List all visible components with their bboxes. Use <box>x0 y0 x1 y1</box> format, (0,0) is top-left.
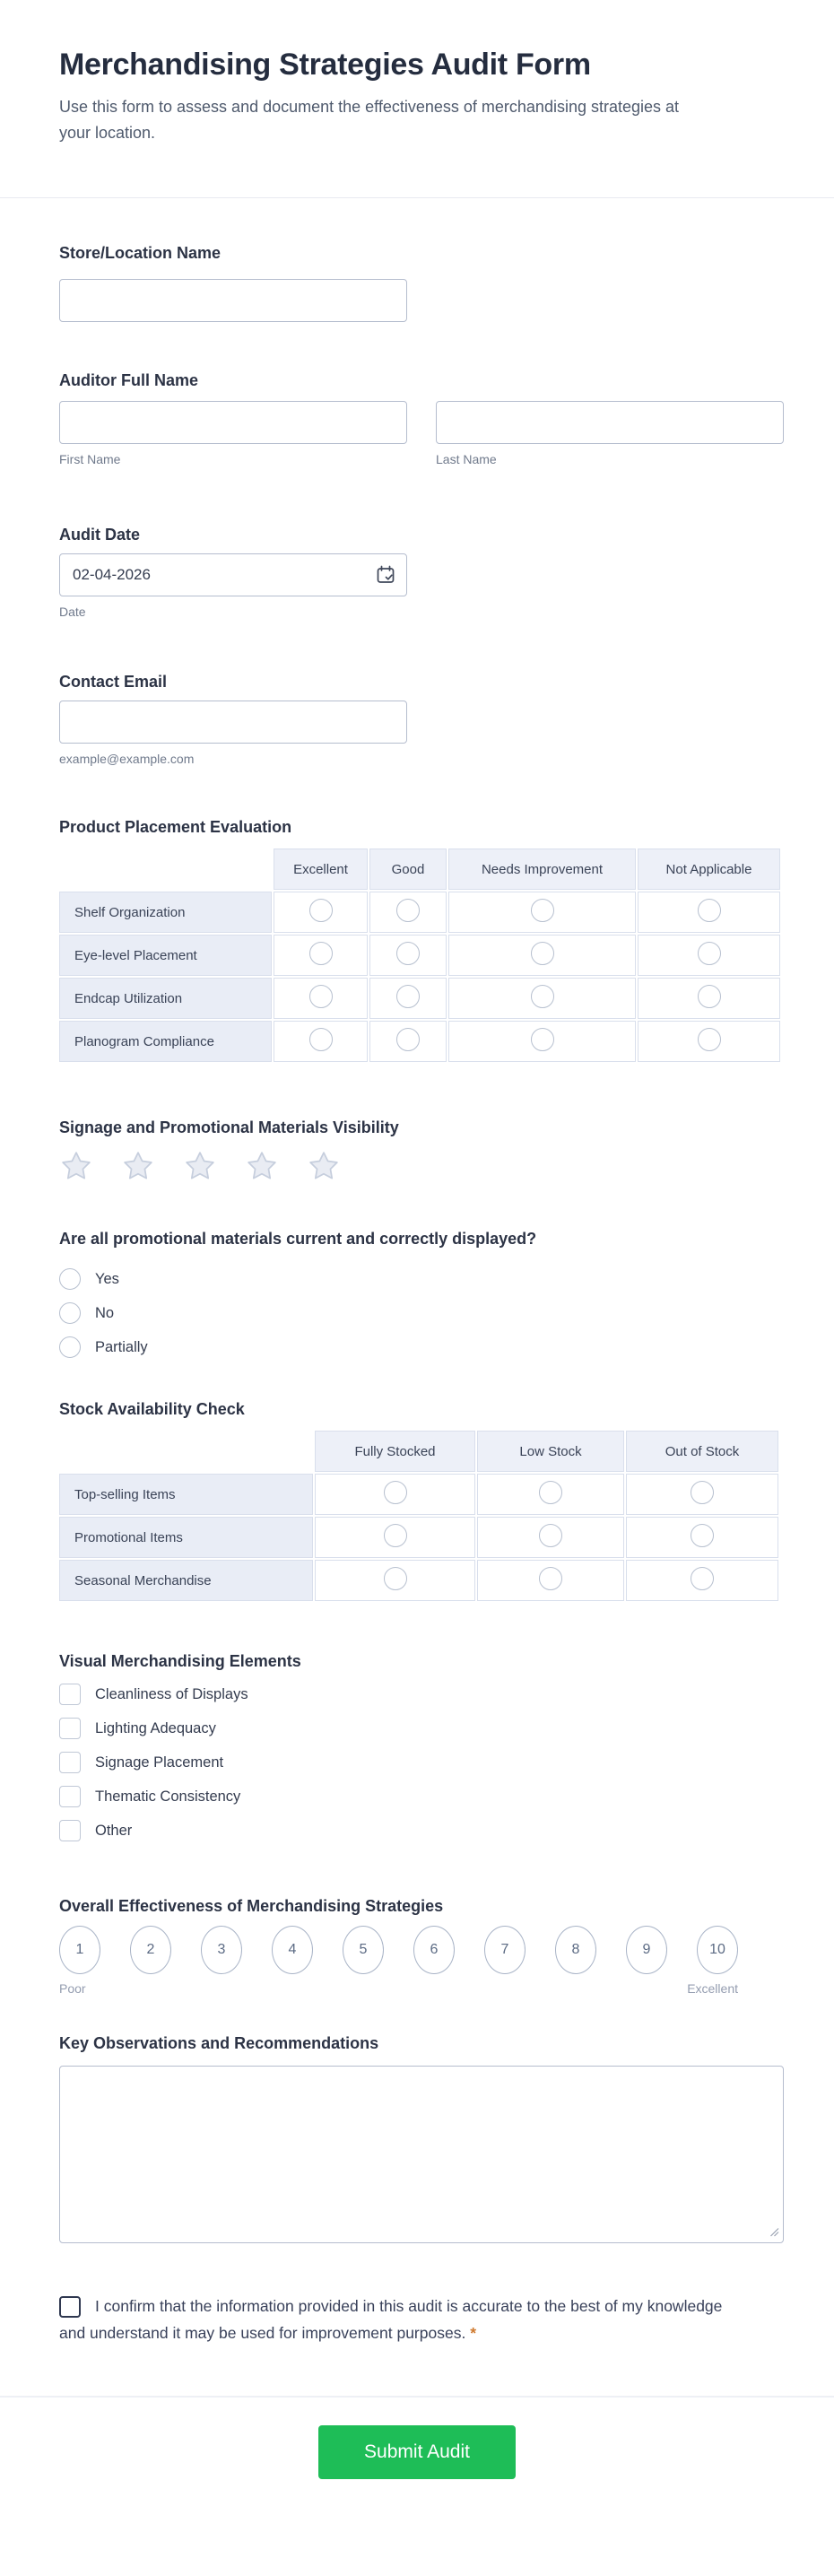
radio-button[interactable] <box>59 1268 81 1290</box>
audit-date-sublabel: Date <box>59 605 86 619</box>
matrix-cell <box>274 892 368 933</box>
last-name-column <box>436 401 784 467</box>
question-product-placement <box>59 816 784 1064</box>
matrix-header-row <box>59 1431 778 1472</box>
checkbox[interactable] <box>59 1786 81 1807</box>
star-rating <box>59 1147 784 1185</box>
scale-caption-excellent: Excellent <box>687 1981 738 1996</box>
submit-button[interactable]: Submit Audit <box>318 2425 516 2479</box>
radio-option[interactable] <box>59 1330 784 1364</box>
matrix-cell <box>638 1021 780 1062</box>
contact-email-input[interactable] <box>59 701 407 744</box>
checkbox-option[interactable] <box>59 1745 784 1780</box>
matrix-header-row <box>59 849 780 890</box>
matrix-column-header: Good <box>369 849 447 890</box>
matrix-column-header: Needs Improvement <box>448 849 636 890</box>
store-name-input[interactable] <box>59 279 407 322</box>
calendar-check-icon[interactable] <box>375 564 396 586</box>
star-icon[interactable] <box>183 1147 217 1185</box>
checkbox-option-label: Cleanliness of Displays <box>95 1685 248 1702</box>
form-body <box>0 242 834 2346</box>
scale-captions <box>59 1981 738 1996</box>
checkbox-option[interactable] <box>59 1677 784 1711</box>
radio-option-label: Partially <box>95 1338 148 1355</box>
matrix-radio-button[interactable] <box>384 1567 407 1590</box>
key-observations-textarea[interactable] <box>59 2066 784 2243</box>
question-signage-rating <box>59 1117 784 1185</box>
matrix-cell <box>274 978 368 1019</box>
form-footer <box>0 2398 834 2479</box>
checkbox[interactable] <box>59 1684 81 1705</box>
matrix-table <box>57 847 782 1064</box>
matrix-radio-button[interactable] <box>691 1524 714 1547</box>
matrix-column-header: Not Applicable <box>638 849 780 890</box>
matrix-radio-button[interactable] <box>539 1481 562 1504</box>
last-name-sublabel: Last Name <box>436 452 497 466</box>
matrix-corner-cell <box>59 1431 313 1472</box>
confirmation-checkbox[interactable] <box>59 2296 81 2318</box>
matrix-row-label: Promotional Items <box>59 1517 313 1558</box>
matrix-column-header: Low Stock <box>477 1431 624 1472</box>
matrix-radio-button[interactable] <box>531 942 554 965</box>
matrix-row-label: Endcap Utilization <box>59 978 272 1019</box>
overall-effectiveness-label: Overall Effectiveness of Merchandising Strategies <box>59 1897 444 1915</box>
scale-option[interactable]: 5 <box>343 1926 384 1974</box>
audit-date-label: Audit Date <box>59 526 140 544</box>
matrix-radio-button[interactable] <box>539 1524 562 1547</box>
matrix-radio-button[interactable] <box>691 1481 714 1504</box>
matrix-cell <box>448 935 636 976</box>
matrix-cell <box>369 935 447 976</box>
matrix-radio-button[interactable] <box>531 1028 554 1051</box>
matrix-cell <box>626 1517 778 1558</box>
radio-option-label: Yes <box>95 1270 119 1287</box>
scale-caption-poor: Poor <box>59 1981 86 1996</box>
matrix-row <box>59 1560 778 1601</box>
checkbox-option[interactable] <box>59 1711 784 1745</box>
matrix-cell <box>315 1474 475 1515</box>
first-name-sublabel: First Name <box>59 452 121 466</box>
star-icon[interactable] <box>307 1147 341 1185</box>
question-audit-date <box>59 524 784 620</box>
scale-option[interactable]: 3 <box>201 1926 242 1974</box>
form-title: Merchandising Strategies Audit Form <box>59 48 591 82</box>
matrix-radio-button[interactable] <box>384 1524 407 1547</box>
matrix-radio-button[interactable] <box>698 899 721 922</box>
checkbox[interactable] <box>59 1752 81 1773</box>
scale-option[interactable]: 1 <box>59 1926 100 1974</box>
signage-rating-label: Signage and Promotional Materials Visibility <box>59 1118 399 1136</box>
matrix-radio-button[interactable] <box>309 899 333 922</box>
matrix-cell <box>626 1474 778 1515</box>
matrix-row-label: Top-selling Items <box>59 1474 313 1515</box>
radio-option[interactable] <box>59 1262 784 1296</box>
matrix-radio-button[interactable] <box>691 1567 714 1590</box>
matrix-radio-button[interactable] <box>309 942 333 965</box>
radio-options <box>59 1262 784 1364</box>
matrix-row-label: Shelf Organization <box>59 892 272 933</box>
contact-email-sublabel: example@example.com <box>59 752 195 766</box>
matrix-row-label: Eye-level Placement <box>59 935 272 976</box>
scale-option[interactable]: 8 <box>555 1926 596 1974</box>
matrix-cell <box>315 1517 475 1558</box>
matrix-cell <box>477 1517 624 1558</box>
matrix-cell <box>638 892 780 933</box>
star-icon[interactable] <box>121 1147 155 1185</box>
scale-option[interactable]: 10 <box>697 1926 738 1974</box>
matrix-radio-button[interactable] <box>309 1028 333 1051</box>
question-auditor-name <box>59 370 784 467</box>
last-name-input[interactable] <box>436 401 784 444</box>
visual-merchandising-label: Visual Merchandising Elements <box>59 1652 301 1670</box>
question-promotional-materials <box>59 1228 784 1364</box>
matrix-radio-button[interactable] <box>698 1028 721 1051</box>
matrix-table <box>57 1429 780 1603</box>
matrix-cell <box>315 1560 475 1601</box>
form-header <box>0 0 834 198</box>
stock-availability-label: Stock Availability Check <box>59 1400 245 1418</box>
matrix-radio-button[interactable] <box>531 899 554 922</box>
matrix-row <box>59 1021 780 1062</box>
matrix-row <box>59 892 780 933</box>
checkbox-options <box>59 1677 784 1848</box>
star-icon[interactable] <box>245 1147 279 1185</box>
matrix-radio-button[interactable] <box>396 985 420 1008</box>
question-visual-merchandising <box>59 1650 784 1848</box>
store-name-label: Store/Location Name <box>59 244 222 262</box>
matrix-radio-button[interactable] <box>309 985 333 1008</box>
form-subtitle: Use this form to assess and document the effectiveness of merchandising strategies at your location. <box>59 98 680 142</box>
matrix-radio-button[interactable] <box>396 899 420 922</box>
question-confirmation <box>59 2293 725 2346</box>
promotional-materials-label: Are all promotional materials current and correctly displayed? <box>59 1230 537 1248</box>
matrix-column-header: Out of Stock <box>626 1431 778 1472</box>
contact-email-label: Contact Email <box>59 673 168 691</box>
matrix-corner-cell <box>59 849 272 890</box>
matrix-radio-button[interactable] <box>539 1567 562 1590</box>
matrix-row-label: Planogram Compliance <box>59 1021 272 1062</box>
checkbox-option[interactable] <box>59 1814 784 1848</box>
stock-availability-matrix <box>59 1429 784 1603</box>
key-observations-field <box>59 2066 784 2243</box>
matrix-row <box>59 1517 778 1558</box>
scale-option[interactable]: 6 <box>413 1926 455 1974</box>
confirmation-text: I confirm that the information provided in this audit is accurate to the best of my knowledge and understand it may be used for improvement purposes. <box>59 2297 723 2342</box>
matrix-radio-button[interactable] <box>396 942 420 965</box>
contact-email-field <box>59 701 407 744</box>
matrix-row <box>59 1474 778 1515</box>
product-placement-matrix <box>59 847 784 1064</box>
matrix-radio-button[interactable] <box>531 985 554 1008</box>
matrix-radio-button[interactable] <box>396 1028 420 1051</box>
scale-option[interactable]: 9 <box>626 1926 667 1974</box>
checkbox-option-label: Thematic Consistency <box>95 1788 241 1805</box>
checkbox-option[interactable] <box>59 1780 784 1814</box>
product-placement-label: Product Placement Evaluation <box>59 818 292 836</box>
audit-date-field <box>59 553 407 596</box>
matrix-cell <box>626 1560 778 1601</box>
matrix-cell <box>638 935 780 976</box>
question-stock-availability <box>59 1398 784 1603</box>
question-key-observations <box>59 2032 784 2243</box>
matrix-cell <box>638 978 780 1019</box>
matrix-cell <box>369 892 447 933</box>
scale-option[interactable]: 4 <box>272 1926 313 1974</box>
matrix-cell <box>477 1474 624 1515</box>
scale-option[interactable]: 2 <box>130 1926 171 1974</box>
resize-handle-icon[interactable] <box>769 2227 779 2237</box>
checkbox[interactable] <box>59 1820 81 1841</box>
question-overall-effectiveness <box>59 1895 784 1996</box>
key-observations-label: Key Observations and Recommendations <box>59 2034 379 2052</box>
radio-option-label: No <box>95 1304 115 1321</box>
scale-options <box>59 1926 784 1974</box>
matrix-radio-button[interactable] <box>698 942 721 965</box>
auditor-name-columns <box>59 401 784 467</box>
matrix-row <box>59 978 780 1019</box>
radio-option[interactable] <box>59 1296 784 1330</box>
matrix-radio-button[interactable] <box>384 1481 407 1504</box>
matrix-cell <box>369 1021 447 1062</box>
matrix-cell <box>369 978 447 1019</box>
matrix-column-header: Fully Stocked <box>315 1431 475 1472</box>
radio-button[interactable] <box>59 1302 81 1324</box>
required-asterisk: * <box>470 2324 476 2342</box>
matrix-cell <box>448 892 636 933</box>
question-contact-email <box>59 671 784 767</box>
scale-option[interactable]: 7 <box>484 1926 526 1974</box>
matrix-cell <box>274 935 368 976</box>
matrix-cell <box>477 1560 624 1601</box>
first-name-input[interactable] <box>59 401 407 444</box>
radio-button[interactable] <box>59 1336 81 1358</box>
first-name-column <box>59 401 407 467</box>
checkbox-option-label: Other <box>95 1822 133 1839</box>
matrix-cell <box>448 978 636 1019</box>
checkbox-option-label: Signage Placement <box>95 1754 224 1771</box>
star-icon[interactable] <box>59 1147 93 1185</box>
matrix-row-label: Seasonal Merchandise <box>59 1560 313 1601</box>
checkbox[interactable] <box>59 1718 81 1739</box>
auditor-name-label: Auditor Full Name <box>59 371 199 389</box>
matrix-cell <box>274 1021 368 1062</box>
matrix-column-header: Excellent <box>274 849 368 890</box>
matrix-radio-button[interactable] <box>698 985 721 1008</box>
checkbox-option-label: Lighting Adequacy <box>95 1719 216 1736</box>
matrix-row <box>59 935 780 976</box>
audit-date-input[interactable] <box>59 553 407 596</box>
matrix-cell <box>448 1021 636 1062</box>
question-store-name <box>59 242 784 322</box>
